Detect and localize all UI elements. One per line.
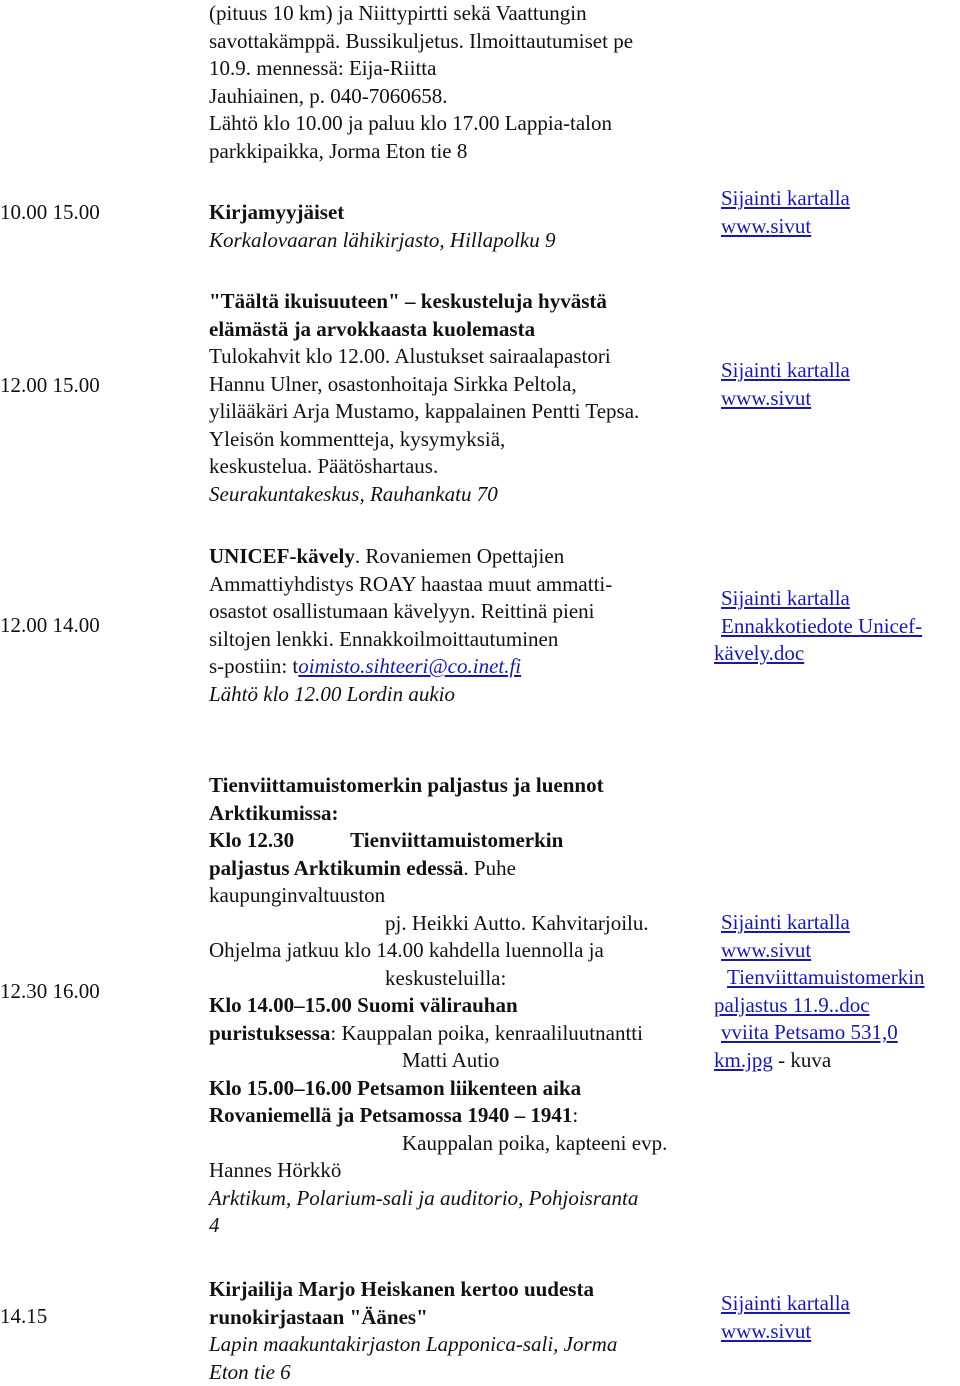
event-links bbox=[714, 585, 960, 668]
schedule-title: Rovaniemellä ja Petsamossa 1940 – 1941 bbox=[209, 1103, 572, 1127]
schedule-text: : Kauppalan poika, kenraaliluutnantti bbox=[330, 1021, 643, 1045]
event-unicef-kavely bbox=[209, 543, 709, 708]
event-time: 12.30 16.00 bbox=[0, 978, 200, 1006]
schedule-line: kaupunginvaltuuston bbox=[209, 882, 709, 910]
event-title: Kirjamyyjäiset bbox=[209, 199, 709, 227]
event-body-line: Tulokahvit klo 12.00. Alustukset sairaalapastori bbox=[209, 343, 709, 371]
map-link[interactable]: Sijainti kartalla bbox=[721, 185, 960, 213]
map-link[interactable]: Sijainti kartalla bbox=[721, 357, 960, 385]
event-title-line: runokirjastaan "Äänes" bbox=[209, 1304, 709, 1332]
event-body-line: siltojen lenkki. Ennakkoilmoittautuminen bbox=[209, 626, 709, 654]
email-line bbox=[209, 653, 709, 681]
event-time: 12.00 15.00 bbox=[0, 372, 200, 400]
event-title-line bbox=[209, 543, 709, 571]
event-time: 10.00 15.00 bbox=[0, 199, 200, 227]
schedule-line bbox=[209, 827, 709, 855]
event-links bbox=[714, 909, 960, 1074]
image-link-line bbox=[714, 1047, 960, 1075]
event-title: UNICEF-kävely bbox=[209, 544, 355, 568]
event-tienviittamuistomerkki bbox=[209, 772, 709, 1240]
event-place: Lähtö klo 12.00 Lordin aukio bbox=[209, 681, 709, 709]
email-prefix: s-postiin: t bbox=[209, 654, 298, 678]
event-time: 14.15 bbox=[0, 1303, 200, 1331]
schedule-line: pj. Heikki Autto. Kahvitarjoilu. bbox=[209, 910, 709, 938]
website-link[interactable]: www.sivut bbox=[721, 1318, 960, 1346]
event-kirjamyyjaiset bbox=[209, 199, 709, 254]
schedule-line: Ohjelma jatkuu klo 14.00 kahdella luennolla ja bbox=[209, 937, 709, 965]
intro-line: savottakämppä. Bussikuljetus. Ilmoittautumiset pe bbox=[209, 28, 709, 56]
map-link[interactable]: Sijainti kartalla bbox=[721, 1290, 960, 1318]
event-place: Eton tie 6 bbox=[209, 1359, 709, 1386]
event-place: Lapin maakuntakirjaston Lapponica-sali, Jorma bbox=[209, 1331, 709, 1359]
event-place: Seurakuntakeskus, Rauhankatu 70 bbox=[209, 481, 709, 509]
event-title-line: "Täältä ikuisuuteen" – keskusteluja hyvästä bbox=[209, 288, 709, 316]
event-title-line: Arktikumissa: bbox=[209, 800, 709, 828]
schedule-line: Hannes Hörkkö bbox=[209, 1157, 709, 1185]
schedule-line: keskusteluilla: bbox=[209, 965, 709, 993]
event-body-line: Yleisön kommentteja, kysymyksiä, bbox=[209, 426, 709, 454]
map-link[interactable]: Sijainti kartalla bbox=[714, 909, 960, 937]
event-links bbox=[721, 185, 960, 240]
schedule-line bbox=[209, 855, 709, 883]
event-place: Arktikum, Polarium-sali ja auditorio, Pohjoisranta bbox=[209, 1185, 709, 1213]
event-title-line: Kirjailija Marjo Heiskanen kertoo uudesta bbox=[209, 1276, 709, 1304]
schedule-time: Klo 12.30 bbox=[209, 828, 294, 852]
schedule-line: Matti Autio bbox=[209, 1047, 709, 1075]
event-body-text: . Rovaniemen Opettajien bbox=[355, 544, 564, 568]
intro-text bbox=[209, 0, 709, 165]
schedule-line: Klo 15.00–16.00 Petsamon liikenteen aika bbox=[209, 1075, 709, 1103]
event-body-line: Ammattiyhdistys ROAY haastaa muut ammatti- bbox=[209, 571, 709, 599]
press-release-link[interactable]: Ennakkotiedote Unicef- bbox=[714, 613, 960, 641]
image-link-cont[interactable]: km.jpg bbox=[714, 1048, 773, 1072]
website-link[interactable]: www.sivut bbox=[721, 385, 960, 413]
intro-line: Jauhiainen, p. 040-7060658. bbox=[209, 83, 709, 111]
intro-line: Lähtö klo 10.00 ja paluu klo 17.00 Lappia-talon bbox=[209, 110, 709, 138]
event-place: 4 bbox=[209, 1212, 709, 1240]
document-link[interactable]: Tienviittamuistomerkin bbox=[714, 964, 960, 992]
schedule-line: Klo 14.00–15.00 Suomi välirauhan bbox=[209, 992, 709, 1020]
website-link[interactable]: www.sivut bbox=[714, 937, 960, 965]
event-links bbox=[721, 1290, 960, 1345]
schedule-line: Kauppalan poika, kapteeni evp. bbox=[209, 1130, 709, 1158]
image-link-suffix: - kuva bbox=[773, 1048, 831, 1072]
schedule-text: : bbox=[572, 1103, 578, 1127]
intro-line: 10.9. mennessä: Eija-Riitta bbox=[209, 55, 709, 83]
press-release-link-cont[interactable]: kävely.doc bbox=[714, 640, 960, 668]
schedule-line bbox=[209, 1020, 709, 1048]
event-title-line: elämästä ja arvokkaasta kuolemasta bbox=[209, 316, 709, 344]
event-body-line: osastot osallistumaan kävelyyn. Reittinä pieni bbox=[209, 598, 709, 626]
event-links bbox=[721, 357, 960, 412]
document-link-cont[interactable]: paljastus 11.9..doc bbox=[714, 992, 960, 1020]
schedule-line bbox=[209, 1102, 709, 1130]
event-taalta-ikuisuuteen bbox=[209, 288, 709, 508]
event-time: 12.00 14.00 bbox=[0, 612, 200, 640]
event-place: Korkalovaaran lähikirjasto, Hillapolku 9 bbox=[209, 227, 709, 255]
schedule-text: . Puhe bbox=[463, 856, 516, 880]
schedule-title: paljastus Arktikumin edessä bbox=[209, 856, 463, 880]
event-marjo-heiskanen bbox=[209, 1276, 709, 1386]
schedule-title: puristuksessa bbox=[209, 1021, 330, 1045]
email-link[interactable]: oimisto.sihteeri@co.inet.fi bbox=[298, 654, 521, 678]
event-title-line: Tienviittamuistomerkin paljastus ja luennot bbox=[209, 772, 709, 800]
schedule-title: Tienviittamuistomerkin bbox=[350, 828, 563, 852]
event-body-line: Hannu Ulner, osastonhoitaja Sirkka Peltola, bbox=[209, 371, 709, 399]
event-body-line: keskustelua. Päätöshartaus. bbox=[209, 453, 709, 481]
intro-line: (pituus 10 km) ja Niittypirtti sekä Vaattungin bbox=[209, 0, 709, 28]
image-link[interactable]: vviita Petsamo 531,0 bbox=[714, 1019, 960, 1047]
intro-line: parkkipaikka, Jorma Eton tie 8 bbox=[209, 138, 709, 166]
map-link[interactable]: Sijainti kartalla bbox=[714, 585, 960, 613]
website-link[interactable]: www.sivut bbox=[721, 213, 960, 241]
event-body-line: ylilääkäri Arja Mustamo, kappalainen Pentti Tepsa. bbox=[209, 398, 709, 426]
